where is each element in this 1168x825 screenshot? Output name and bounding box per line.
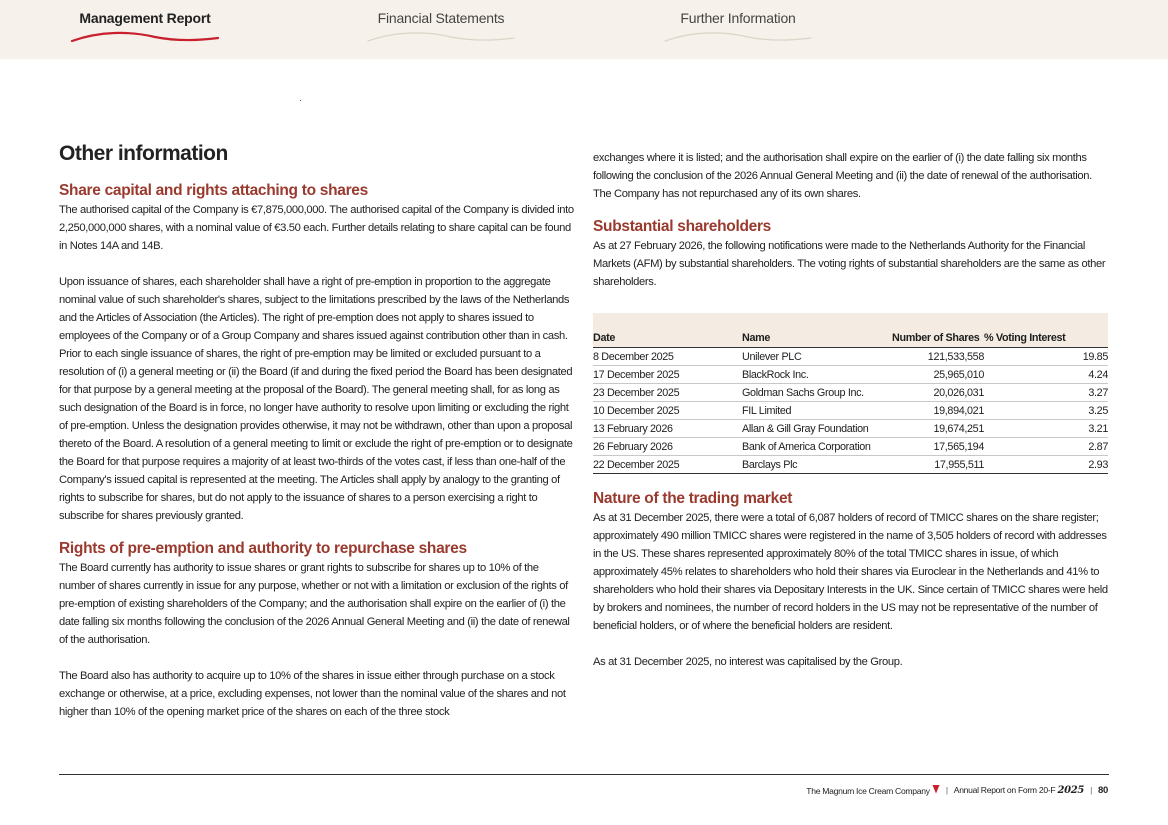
table-header-row [593,329,1108,348]
tab-underline [663,30,813,44]
shareholders-table [593,329,1108,474]
cell-name: FIL Limited [742,402,892,420]
footer-separator: | [945,785,948,795]
table-row [593,438,1108,456]
right-column-top [593,149,1109,291]
tab-label: Financial Statements [377,10,505,26]
cell-name: Bank of America Corporation [742,438,892,456]
cell-voting: 3.21 [984,420,1108,438]
report-year: 2025 [1057,784,1085,796]
left-column [59,141,575,721]
paragraph: As at 27 February 2026, the following notifications were made to the Netherlands Authority for the Financial Markets (AFM) by substantial shareholders. The voting rights of substantial shareholders are the same as other shareholders. [593,240,1106,288]
table-row [593,420,1108,438]
active-tab-underline [70,30,220,44]
stray-mark [300,100,301,101]
top-navigation [0,0,1168,59]
paragraph: As at 31 December 2025, no interest was capitalised by the Group. [593,656,903,668]
tab-financial-statements[interactable] [366,10,516,50]
cell-shares: 19,674,251 [892,420,984,438]
cell-shares: 17,565,194 [892,438,984,456]
cell-date: 26 February 2026 [593,438,742,456]
table-row [593,456,1108,474]
section-heading-share-capital: Share capital and rights attaching to shares [59,182,368,199]
cell-name: Allan & Gill Gray Foundation [742,420,892,438]
tab-label: Further Information [680,10,796,26]
cell-date: 17 December 2025 [593,366,742,384]
page-footer [806,784,1108,796]
paragraph: The Board also has authority to acquire up to 10% of the shares in issue either through purchase on a stock exchange or otherwise, at a price, excluding expenses, not lower than the nominal value of the shares and not higher than 10% of the opening market price of the shares on each of the three stock [59,670,566,718]
cell-date: 10 December 2025 [593,402,742,420]
table-row [593,384,1108,402]
cell-name: Unilever PLC [742,348,892,366]
cell-date: 23 December 2025 [593,384,742,402]
table-row [593,348,1108,366]
cell-shares: 19,894,021 [892,402,984,420]
cell-voting: 2.93 [984,456,1108,474]
tab-management-report[interactable] [70,10,220,50]
paragraph: As at 31 December 2025, there were a total of 6,087 holders of record of TMICC shares on the share register; approximately 490 million TMICC shares were registered in the name of 3,505 holders of record with addresses in the US. These shares represented approximately 80% of the total TMICC shares in issue, of which approximately 45% relates to shareholders who hold their shares via Euroclear in the Netherlands and 41% to shareholders who hold their shares via Depositary Interests in the UK. Since certain of TMICC shares were held by brokers and nominees, the number of record holders in the US may not be representative of the number of beneficial holders, or of where the beneficial holders are resident. [593,512,1108,632]
cell-shares: 121,533,558 [892,348,984,366]
report-name: Annual Report on Form 20-F [953,784,1056,795]
paragraph: The Board currently has authority to issue shares or grant rights to subscribe for shares up to 10% of the number of shares currently in issue for any purpose, whether or not with a limitation or exclusion of the rights of pre-emption of existing shareholders of the Company; and the authorisation shall expire on the earlier of (i) the date falling six months following the conclusion of the 2026 Annual General Meeting and (ii) the date of renewal of the authorisation. [59,562,570,646]
table-row [593,402,1108,420]
tab-label: Management Report [79,10,211,26]
column-header-date: Date [593,329,742,348]
column-header-name: Name [742,329,892,348]
right-column-bottom [593,489,1109,671]
cell-date: 13 February 2026 [593,420,742,438]
cell-voting: 2.87 [984,438,1108,456]
cell-name: Goldman Sachs Group Inc. [742,384,892,402]
company-name: The Magnum Ice Cream Company [806,786,930,796]
cell-date: 22 December 2025 [593,456,742,474]
cell-shares: 17,955,511 [892,456,984,474]
footer-company [806,784,940,796]
table-header-band [593,313,1108,329]
section-heading-trading-market: Nature of the trading market [593,490,793,507]
cell-voting: 19.85 [984,348,1108,366]
page-title: Other information [59,142,228,165]
paragraph: exchanges where it is listed; and the authorisation shall expire on the earlier of (i) the date falling six months following the conclusion of the 2026 Annual General Meeting and (ii) the date of renewal of the authorisation. The Company has not repurchased any of its own shares. [593,152,1092,200]
paragraph: The authorised capital of the Company is €7,875,000,000. The authorised capital of the Company is divided into 2,250,000,000 shares, with a nominal value of €3.50 each. Further details relating to share capital can be found in Notes 14A and 14B. [59,204,574,252]
section-heading-substantial-shareholders: Substantial shareholders [593,218,771,235]
page-number: 80 [1098,784,1108,796]
cell-voting: 3.25 [984,402,1108,420]
cell-name: Barclays Plc [742,456,892,474]
cell-shares: 20,026,031 [892,384,984,402]
table-row [593,366,1108,384]
cell-shares: 25,965,010 [892,366,984,384]
paragraph: Upon issuance of shares, each shareholder shall have a right of pre-emption in proportion to the aggregate nominal value of such shareholder's shares, subject to the limitations prescribed by the laws of the Netherlands and the Articles of Association (the Articles). The right of pre-emption does not apply to shares issued to employees of the Company or of a Group Company and shares issued against contribution other than in cash. Prior to each single issuance of shares, the right of pre-emption may be limited or excluded pursuant to a resolution of (i) a general meeting or (ii) the Board (if and during the fixed period the Board has been designated for that purpose by a general meeting at the proposal of the Board). The general meeting shall, for as long as such designation of the Board is in force, no longer have authority to resolve upon limiting or excluding the right of pre-emption. Unless the designation provides otherwise, it may not be withdrawn, other than upon a proposal thereto of the Board. A resolution of a general meeting to limit or exclude the right of pre-emption or to designate the Board for that purpose requires a majority of at least two-thirds of the votes cast, if less than one-half of the Company's issued capital is represented at the meeting. The Articles shall apply by analogy to the granting of rights to subscribe for shares, but do not apply to the issuance of shares to a person exercising a right to subscribe for shares previously granted. [59,276,573,522]
shareholders-table-container [593,313,1108,474]
tab-further-information[interactable] [663,10,813,50]
footer-separator: | [1090,785,1093,795]
heart-icon [932,784,940,794]
footer-report [954,785,1084,796]
footer-divider [59,774,1109,775]
cell-date: 8 December 2025 [593,348,742,366]
cell-voting: 3.27 [984,384,1108,402]
cell-name: BlackRock Inc. [742,366,892,384]
column-header-shares: Number of Shares [892,329,984,348]
column-header-voting: % Voting Interest [984,329,1108,348]
cell-voting: 4.24 [984,366,1108,384]
tab-underline [366,30,516,44]
section-heading-pre-emption: Rights of pre-emption and authority to repurchase shares [59,540,467,557]
